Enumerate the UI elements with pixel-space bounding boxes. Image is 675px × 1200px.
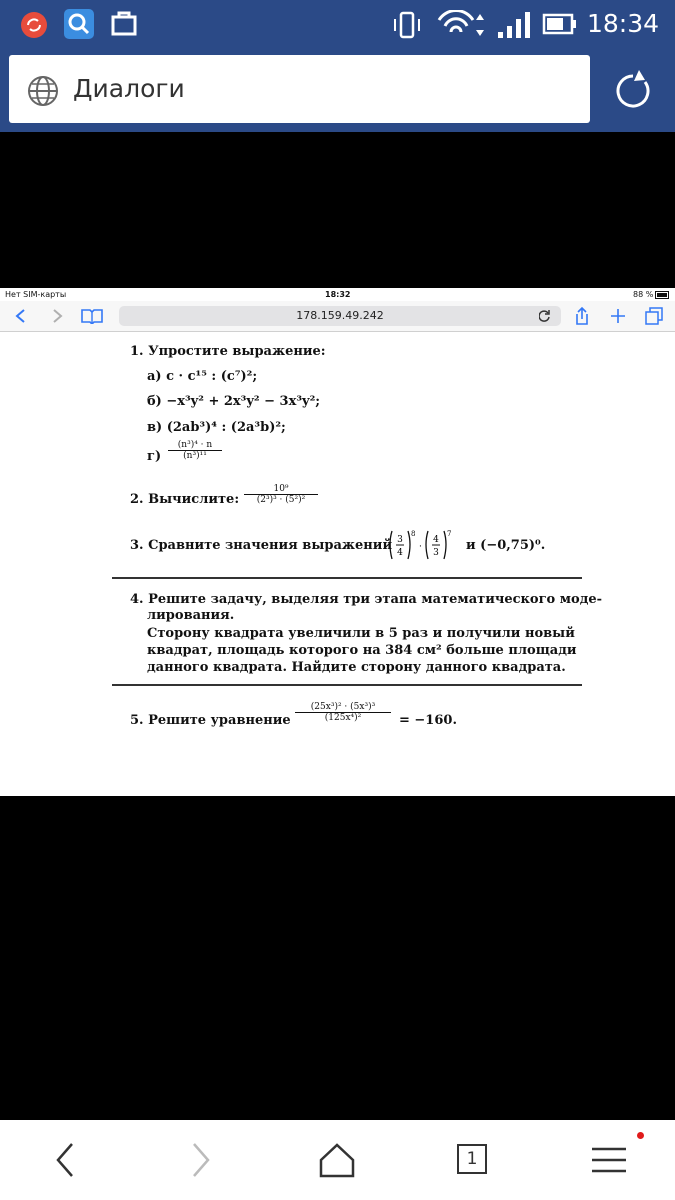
back-icon[interactable] [42, 1138, 92, 1182]
vibrate-icon [392, 10, 422, 40]
q1-title: 1. Упростите выражение: [130, 344, 326, 359]
wifi-icon [436, 10, 488, 40]
q5-numerator: (25x³)² · (5x³)³ [295, 702, 391, 713]
status-bar [0, 0, 675, 50]
divider-top [112, 577, 582, 579]
home-icon[interactable] [312, 1138, 362, 1182]
ios-battery: 88 % [633, 290, 654, 299]
signal-icon [496, 10, 532, 40]
search-app-icon [64, 9, 94, 39]
q5-denominator: (125x⁴)² [324, 713, 362, 723]
url-text: 178.159.49.242 [296, 309, 384, 322]
q4-line1: 4. Решите задачу, выделяя три этапа математического моде- [130, 592, 603, 607]
q4-line5: данного квадрата. Найдите сторону данного квадрата. [147, 660, 566, 675]
q1-d-denominator: (n³)¹¹ [183, 451, 207, 461]
q1-c: в) (2ab³)⁴ : (2a³b)²; [147, 420, 286, 435]
svg-text:3: 3 [433, 548, 439, 558]
q2-denominator: (2³)³ · (5²)² [256, 495, 306, 505]
svg-text:·: · [419, 542, 422, 552]
q1-a: а) c · c¹⁵ : (c⁷)²; [147, 369, 258, 384]
screenshot-image [0, 288, 675, 796]
status-time: 18:34 [586, 9, 659, 38]
ios-status-bar [0, 288, 675, 301]
tabs-count: 1 [457, 1144, 487, 1174]
refresh-icon[interactable] [539, 310, 551, 322]
svg-text:4: 4 [397, 548, 403, 558]
divider-bottom [112, 684, 582, 686]
svg-text:3: 3 [397, 535, 403, 545]
q4-line3: Сторону квадрата увеличили в 5 раз и получили новый [147, 626, 575, 641]
bottom-nav [0, 1120, 675, 1200]
menu-icon[interactable] [584, 1138, 634, 1182]
q4-line4: квадрат, площадь которого на 384 см² больше площади [147, 643, 577, 658]
battery-icon [542, 12, 578, 36]
reload-icon[interactable] [600, 58, 666, 124]
bag-icon [110, 9, 138, 37]
forward-icon[interactable] [176, 1138, 226, 1182]
page-title: Диалоги [73, 74, 185, 103]
title-field[interactable] [9, 55, 590, 123]
notification-dot [637, 1132, 644, 1139]
svg-text:4: 4 [433, 535, 439, 545]
url-field[interactable] [119, 306, 561, 326]
q2-label: 2. Вычислите: [130, 492, 240, 507]
globe-icon [27, 75, 59, 107]
ios-time: 18:32 [325, 290, 351, 299]
ios-battery-icon [655, 291, 671, 299]
tabs-button[interactable] [448, 1138, 498, 1182]
q5-tail: = −160. [399, 713, 457, 728]
q3-tail: и (−0,75)⁰. [466, 538, 546, 553]
document-page [0, 332, 675, 796]
q2-numerator: 10⁹ [244, 484, 318, 495]
q3-expression [388, 528, 462, 562]
q5-label: 5. Решите уравнение [130, 713, 291, 728]
q3-text: 3. Сравните значения выражений [130, 538, 393, 553]
bookmarks-icon[interactable] [80, 308, 104, 324]
q5-fraction [295, 702, 391, 723]
share-icon[interactable] [574, 306, 590, 326]
ios-browser-bar [0, 301, 675, 332]
q1-d-numerator: (n³)⁴ · n [168, 440, 222, 451]
back-icon[interactable] [14, 308, 28, 324]
q1-b: б) −x³y² + 2x³y² − 3x³y²; [147, 394, 321, 409]
q4-line2: лирования. [147, 608, 235, 623]
q1-d-label: г) [147, 449, 162, 464]
svg-text:8: 8 [411, 530, 416, 538]
ios-carrier: Нет SIM-карты [5, 290, 67, 299]
add-icon[interactable] [610, 308, 626, 324]
q1-d-fraction [168, 440, 222, 461]
tabs-icon[interactable] [645, 307, 663, 325]
q2-fraction [244, 484, 318, 505]
sync-icon [20, 11, 48, 39]
svg-text:7: 7 [447, 530, 452, 538]
app-bar [0, 50, 675, 132]
forward-icon[interactable] [50, 308, 64, 324]
